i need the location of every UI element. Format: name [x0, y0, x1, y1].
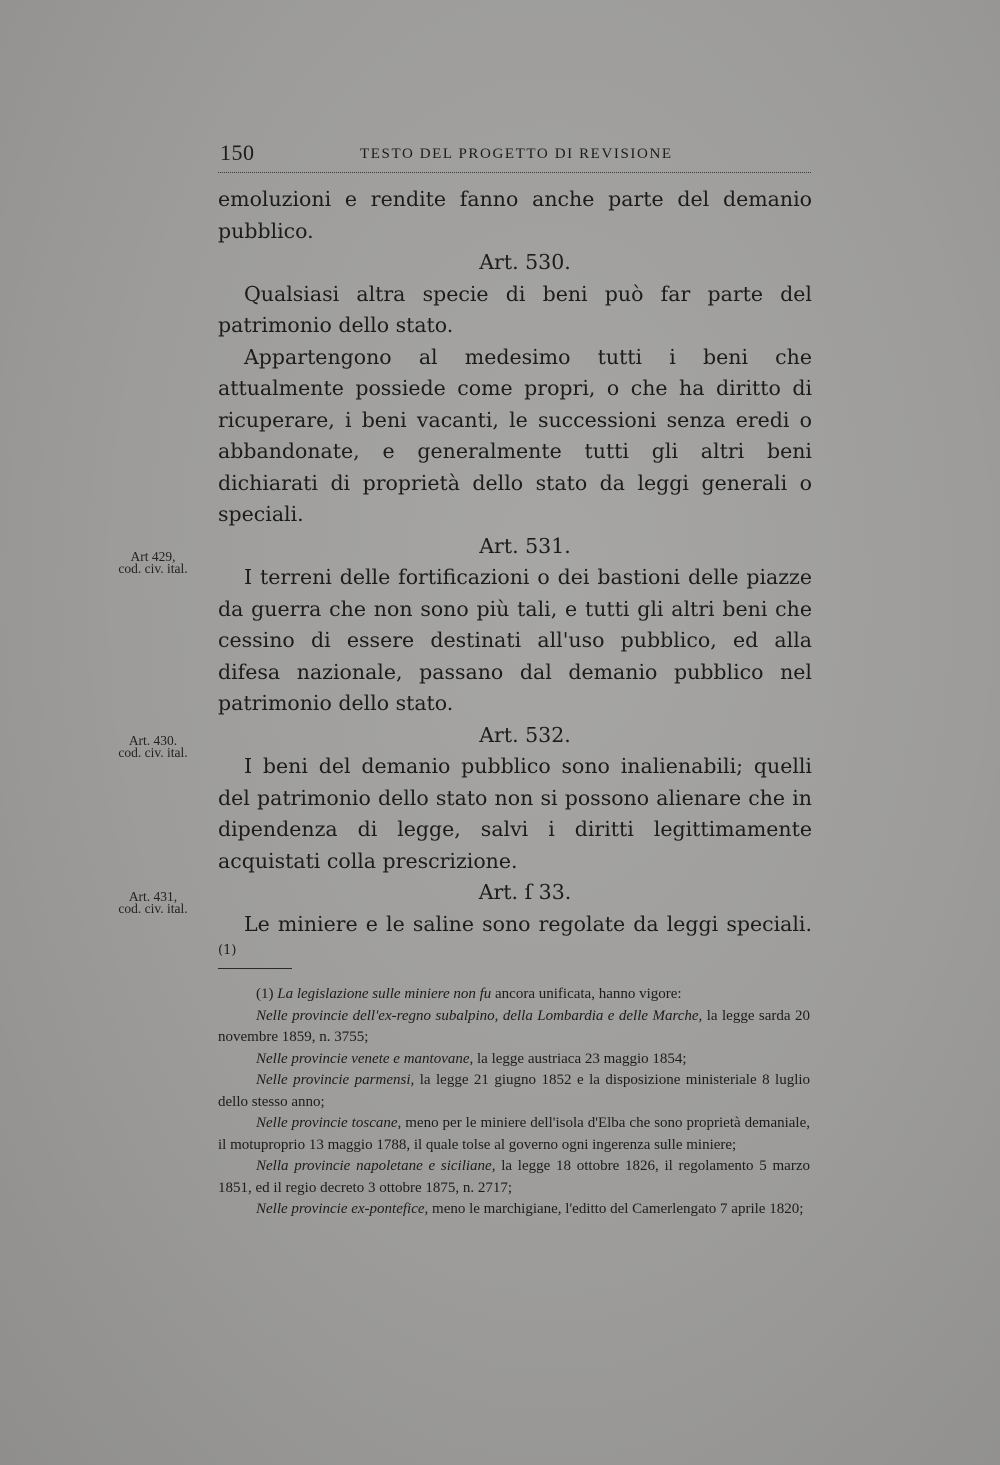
- footnote-entry: [218, 1006, 810, 1049]
- article-heading-530: Art. 530.: [479, 250, 571, 274]
- margin-note-line: Art. 431,: [128, 889, 178, 904]
- footnote-entry: [218, 1113, 810, 1156]
- footnote-italic: Nelle provincie ex-pontefice,: [256, 1201, 429, 1217]
- footnote-italic: Nelle provincie dell'ex-regno subalpino, della Lombardia e delle Marche,: [256, 1007, 703, 1024]
- article-530-paragraph-1: Qualsiasi altra specie di beni può far parte del patrimonio dello stato.: [218, 281, 812, 337]
- footnote-entry: [218, 1049, 810, 1071]
- footnotes: [218, 984, 810, 1221]
- margin-note-art-429: [98, 551, 208, 575]
- article-533-text: Le miniere e le saline sono regolate da leggi speciali.: [244, 911, 812, 936]
- running-head: [218, 140, 811, 173]
- footnote-text: la legge 21 giugno 1852 e la disposizione ministeriale 8 luglio dello stesso anno;: [218, 1072, 811, 1110]
- footnote-entry: [218, 1070, 810, 1113]
- paragraph-continuation: emoluzioni e rendite fanno anche parte del demanio pubblico.: [218, 187, 812, 243]
- footnote-text: ancora unificata, hanno vigore:: [495, 986, 682, 1002]
- article-heading-532: Art. 532.: [479, 722, 571, 747]
- footnote-italic: La legislazione sulle miniere non fu: [277, 986, 492, 1002]
- article-heading-533: Art. ſ 33.: [478, 880, 572, 904]
- footnote-entry: [218, 1156, 810, 1199]
- margin-note-line: cod. civ. ital.: [118, 745, 188, 760]
- margin-note-line: cod. civ. ital.: [118, 901, 188, 916]
- margin-note-art-431: [98, 891, 208, 915]
- footnote-italic: Nelle provincie toscane,: [256, 1115, 402, 1131]
- page-number: 150: [220, 140, 255, 165]
- footnote-number: (1): [256, 986, 274, 1002]
- article-heading-531: Art. 531.: [479, 533, 571, 558]
- footnote-italic: Nella provincie napoletane e siciliane,: [256, 1158, 496, 1174]
- margin-note-line: Art 429,: [130, 549, 176, 564]
- footnote-italic: Nelle provincie venete e mantovane,: [256, 1050, 474, 1067]
- footnote-separator: [218, 968, 292, 969]
- footnote-text: la legge sarda 20 novembre 1859, n. 3755;: [218, 1007, 810, 1045]
- footnote-entry: [218, 1199, 810, 1221]
- article-532-paragraph: I beni del demanio pubblico sono inalienabili; quelli del patrimonio dello stato non si possono alienare che in dipendenza di legge, salvi i diritti legittimamente acquistati colla prescrizione.: [218, 754, 812, 873]
- footnote-text: la legge 18 ottobre 1826, il regolamento 5 marzo 1851, ed il regio decreto 3 ottobre 1875, n. 2717;: [218, 1158, 810, 1196]
- article-533-paragraph: [218, 909, 812, 972]
- footnote-text: la legge austriaca 23 maggio 1854;: [477, 1050, 687, 1067]
- footnote-text: meno per le miniere dell'isola d'Elba che sono proprietà demaniale, il motuproprio 13 maggio 1788, il quale tolse al governo ogni ingerenza sulle miniere;: [218, 1115, 811, 1153]
- margin-note-line: Art. 430.: [128, 733, 178, 748]
- footnote-text: meno le marchigiane, l'editto del Camerlengato 7 aprile 1820;: [432, 1201, 804, 1217]
- margin-note-art-430: [98, 735, 208, 759]
- footnote-reference: (1): [218, 943, 237, 959]
- article-531-paragraph: I terreni delle fortificazioni o dei bastioni delle piazze da guerra che non sono più tali, e tutti gli altri beni che cessino di essere destinati all'uso pubblico, ed alla difesa nazionale, passano dal demanio pubblico nel patrimonio dello stato.: [218, 565, 812, 715]
- running-title: TESTO DEL PROGETTO DI REVISIONE: [360, 146, 673, 162]
- footnote-1: [218, 984, 810, 1006]
- main-text: [218, 184, 812, 972]
- footnote-italic: Nelle provincie parmensi,: [256, 1072, 415, 1088]
- article-530-paragraph-2: Appartengono al medesimo tutti i beni che attualmente possiede come propri, o che ha diritto di ricuperare, i beni vacanti, le successioni senza eredi o abbandonate, e generalmente tutti gli altri beni dichiarati di proprietà dello stato da leggi generali o speciali.: [218, 344, 812, 526]
- margin-note-line: cod. civ. ital.: [118, 561, 188, 576]
